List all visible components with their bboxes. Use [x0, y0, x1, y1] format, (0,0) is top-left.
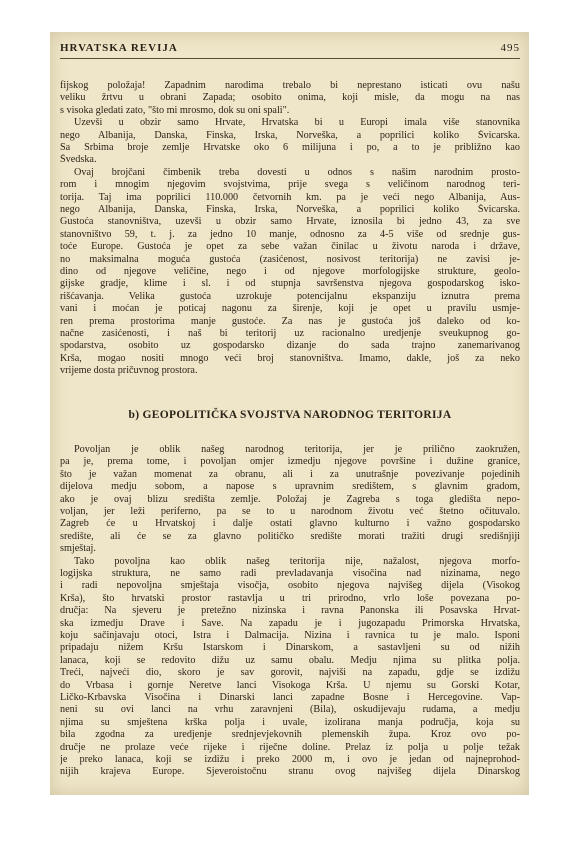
text-line: logijska struktura, ne samo radi prevladavanja visočina nad nizinama, nego: [60, 568, 520, 579]
section-heading: b) GEOPOLITIČKA SVOJSTVA NARODNOG TERITORIJA: [128, 409, 452, 421]
text-line: Uzevši u obzir samo Hrvate, Hrvatska bi u Europi imala više stanovnika: [74, 117, 520, 129]
text-line: njima su smještena krška polja i uvale, izolirana manja područja, koja su: [60, 716, 520, 728]
text-line: pa je, prema tome, i povoljan omjer izmedju njegove površine i dužine granice,: [60, 456, 520, 468]
text-line: lanaca, koji se redovito dižu uz samu obalu. Medju njima su plitka polja.: [60, 654, 520, 666]
text-line: spodarstva, osobito uz gospodarsko dizanje do sada trajno zanemarivanog: [60, 340, 520, 352]
text-line: dino od njegove veličine, nego i od njegove morfologijske strukture, geolo-: [60, 266, 520, 277]
text-line: nijih krajeva Europe. Sjeveroistočnu stranu ovog najvišeg dijela Dinarskog: [60, 766, 520, 778]
text-line: ako je ovaj blizu središta zemlje. Položaj je Zagreba s toga gledišta nepo-: [60, 493, 520, 505]
text-line: veliku žrtvu u obrani Zapada; osobito onima, koji misle, da mogu na nas: [60, 92, 520, 104]
text-line: ren prema prostorima manje gustoće. Za nas je gustoća još daleko od ko-: [60, 315, 520, 327]
text-line: no maksimalna moguća gustoća (zasićenost, nosivost teritorija) ne zavisi je-: [60, 253, 520, 265]
text-line: Sa Srbima broje zemlje Hrvatske oko 6 milijuna i po, a to je približno kao: [60, 142, 520, 153]
text-line: Gustoća stanovništva, uzevši u obzir samo Hrvate, iznosila bi jedno 43, za sve: [60, 216, 520, 228]
text-line: fijskog položaja! Zapadnim narodima trebalo bi neprestano isticati ovu našu: [60, 80, 520, 91]
text-line: što je važan momenat za obranu, ali i za unutrašnje povezivanje pojedinih: [60, 468, 520, 480]
text-line: središte, ali će se za glavno političko središte morati tražiti drugi središnjiji: [60, 530, 520, 542]
scanned-page: [50, 32, 529, 795]
text-line: gijske gradje, klime i sl. i od stupnja savršenstva njegova gospodarskog isko-: [60, 278, 520, 290]
text-line: smještaj.: [60, 543, 96, 555]
text-line: nego Albanija, Danska, Finska, Irska, Norveška, a poprilici koliko Švicarska.: [60, 129, 520, 141]
text-line: i radi nepovoljna smještaja visočja, osobito njegova najvišeg dijela (Visokog: [60, 580, 520, 592]
text-line: torija. Taj ima poprilici 110.000 četvornih km. pa je veći nego Albanija, Aus-: [60, 191, 520, 203]
text-line: nego Albanija, Danska, Finska, Irska, Norveška, a poprilici koliko Švicarska.: [60, 204, 520, 215]
text-line: dručja: Na sjeveru je pretežno nizinska i ravna Panonska ili Posavska Hrvat-: [60, 605, 520, 617]
text-line: rom i mnogim njegovim svojstvima, prije svega s veličinom narodnog teri-: [60, 179, 520, 191]
text-line: stanovništvo 59, t. j. za jedno 10 manje, odnosno za 4-5 više od srednje gus-: [60, 228, 520, 240]
text-line: pripadaju nižem Kršu Istarskom i Dinarskom, a sastavljeni su od nižih: [60, 642, 520, 654]
text-line: do Vrbasa i gornje Neretve lanci Visokoga Krša. U njemu su Gorski Kotar,: [60, 679, 520, 691]
text-line: toće Europe. Gustoća je opet za sebe važan činilac u životu naroda i države,: [60, 241, 520, 253]
text-line: vrijeme dosta pričuvnog prostora.: [60, 365, 198, 377]
text-line: koju sačinjavaju otoci, Istra i Dalmacija. Nizina i ravnica tu je malo. Isponi: [60, 630, 520, 641]
text-line: bila zgodna za uredjenje srednjevjekovnih plemenskih župa. Kroz ovo po-: [60, 729, 520, 741]
journal-title: HRVATSKA REVIJA: [60, 42, 178, 54]
text-line: rišćavanja. Velika gustoća uzrokuje potencijalnu ekspanziju iznutra prema: [60, 290, 520, 302]
page-number: 495: [500, 42, 520, 54]
text-line: s visoka gledati zato, "što mi mrosmo, dok su oni spali".: [60, 104, 290, 116]
text-line: vani i moćan je poticaj nagonu za širenje, koji je opet u pravilu usmje-: [60, 303, 520, 315]
text-line: ska izmedju Drave i Save. Na zapadu je i jugozapadu Primorska Hrvatska,: [60, 617, 520, 629]
text-line: Švedska.: [60, 154, 97, 166]
text-line: Zagreb će u Hrvatskoj i dalje ostati glavno kulturno i važno gospodarsko: [60, 518, 520, 530]
text-line: Tako povoljna kao oblik našeg teritorija nije, nažalost, njegova morfo-: [74, 555, 520, 567]
running-header: [60, 40, 520, 59]
text-line: dijelova medju sobom, a napose s upravnim središtem, s glavnim gradom,: [60, 481, 520, 493]
text-line: Ličko-Krbavska Visočina i Dinarski lanci zapadne Bosne i Hercegovine. Vap-: [60, 692, 520, 703]
text-line: neni su ovi lanci na vrhu zaravnjeni (Bila), oskudijevaju rudama, a medju: [60, 704, 520, 716]
text-line: načne zasićenosti, i naš bi teritorij uz racionalno uredjenje sveukupnog go-: [60, 328, 520, 339]
text-line: je preko lanaca, koji se izdižu i preko 2000 m, i ovo je jedan od najneprohod-: [60, 754, 520, 765]
text-line: voljan, jer leži periferno, pa se to u narodnom životu već štetno očituvalo.: [60, 506, 520, 517]
text-line: dručje ne prolaze veće rijeke i riječne doline. Prelaz iz polja u polje težak: [60, 741, 520, 753]
text-line: Ovaj brojčani čimbenik treba dovesti u odnos s našim narodnim prosto-: [74, 166, 520, 178]
text-line: Povoljan je oblik našeg narodnog teritorija, jer je prilično zaokružen,: [74, 444, 520, 455]
text-line: Krša), što hrvatski prostor rastavlja u tri prirodno, vrlo loše povezana po-: [60, 592, 520, 604]
text-line: Treći, najveći dio, skoro je sav gorovit, najviši na zapadu, gdje se izdižu: [60, 667, 520, 679]
text-line: Krša, mogao nositi mnogo veći broj stanovništva. Imamo, dakle, još za neko: [60, 352, 520, 364]
